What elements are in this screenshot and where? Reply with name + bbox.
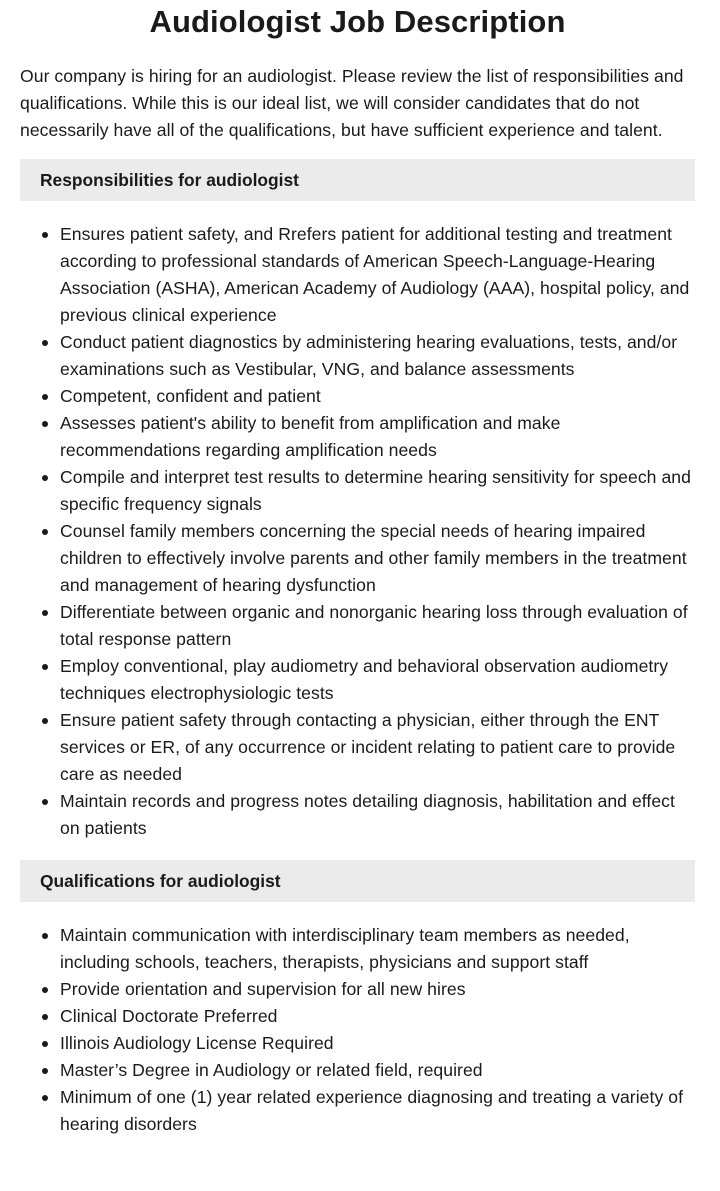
bullet-icon xyxy=(42,1095,48,1101)
bullet-icon xyxy=(42,610,48,616)
page-title: Audiologist Job Description xyxy=(149,4,566,39)
bullet-icon xyxy=(42,799,48,805)
list-item-text: Ensures patient safety, and Rrefers patient for additional testing and treatment according to professional standards of American Speech-Language-Hearing Association (ASHA), American Academy of Audiology (AAA), hospital policy, and previous clinical experience xyxy=(60,224,690,325)
bullet-icon xyxy=(42,987,48,993)
qualifications-heading: Qualifications for audiologist xyxy=(20,860,695,902)
list-item-text: Clinical Doctorate Preferred xyxy=(60,1006,278,1026)
bullet-icon xyxy=(42,394,48,400)
bullet-icon xyxy=(42,664,48,670)
bullet-icon xyxy=(42,340,48,346)
list-item xyxy=(60,653,695,707)
list-item-text: Master’s Degree in Audiology or related field, required xyxy=(60,1060,483,1080)
list-item-text: Maintain communication with interdisciplinary team members as needed, including schools, teachers, therapists, physicians and support staff xyxy=(60,925,630,972)
list-item-text: Illinois Audiology License Required xyxy=(60,1033,334,1053)
list-item-text: Competent, confident and patient xyxy=(60,386,321,406)
list-item xyxy=(60,329,695,383)
list-item xyxy=(60,1057,695,1084)
list-item xyxy=(60,922,695,976)
list-item xyxy=(60,976,695,1003)
list-item xyxy=(60,599,695,653)
list-item-text: Maintain records and progress notes detailing diagnosis, habilitation and effect on patients xyxy=(60,791,675,838)
list-item xyxy=(60,221,695,329)
bullet-icon xyxy=(42,933,48,939)
list-item xyxy=(60,707,695,788)
bullet-icon xyxy=(42,1041,48,1047)
list-item xyxy=(60,383,695,410)
intro-paragraph: Our company is hiring for an audiologist. Please review the list of responsibilities and qualifications. While this is our ideal list, we will consider candidates that do not necessarily have all of the qualifications, but have sufficient experience and talent. xyxy=(20,66,684,140)
list-item xyxy=(60,1030,695,1057)
bullet-icon xyxy=(42,1014,48,1020)
bullet-icon xyxy=(42,529,48,535)
bullet-icon xyxy=(42,475,48,481)
list-item-text: Employ conventional, play audiometry and behavioral observation audiometry techniques electrophysiologic tests xyxy=(60,656,669,703)
responsibilities-list xyxy=(20,221,695,842)
list-item-text: Assesses patient's ability to benefit from amplification and make recommendations regarding amplification needs xyxy=(60,413,561,460)
list-item-text: Compile and interpret test results to determine hearing sensitivity for speech and specific frequency signals xyxy=(60,467,691,514)
list-item xyxy=(60,518,695,599)
bullet-icon xyxy=(42,1068,48,1074)
list-item xyxy=(60,788,695,842)
bullet-icon xyxy=(42,718,48,724)
list-item-text: Provide orientation and supervision for all new hires xyxy=(60,979,466,999)
bullet-icon xyxy=(42,421,48,427)
list-item-text: Ensure patient safety through contacting a physician, either through the ENT services or ER, of any occurrence or incident relating to patient care to provide care as needed xyxy=(60,710,676,784)
list-item xyxy=(60,1084,695,1138)
bullet-icon xyxy=(42,232,48,238)
responsibilities-heading: Responsibilities for audiologist xyxy=(20,159,695,201)
list-item-text: Differentiate between organic and nonorganic hearing loss through evaluation of total response pattern xyxy=(60,602,688,649)
list-item xyxy=(60,1003,695,1030)
list-item xyxy=(60,464,695,518)
list-item-text: Conduct patient diagnostics by administering hearing evaluations, tests, and/or examinations such as Vestibular, VNG, and balance assessments xyxy=(60,332,678,379)
list-item xyxy=(60,410,695,464)
list-item-text: Counsel family members concerning the special needs of hearing impaired children to effectively involve parents and other family members in the treatment and management of hearing dysfunction xyxy=(60,521,687,595)
qualifications-list xyxy=(20,922,695,1138)
list-item-text: Minimum of one (1) year related experience diagnosing and treating a variety of hearing disorders xyxy=(60,1087,684,1134)
